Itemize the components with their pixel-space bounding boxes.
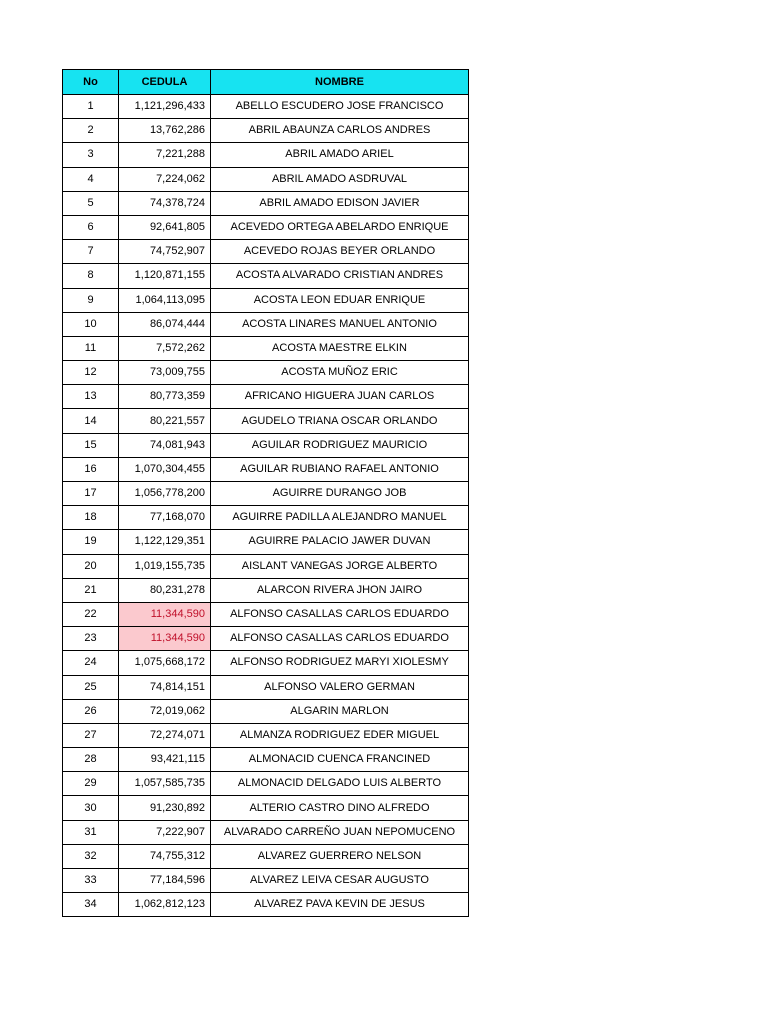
cell-nombre: ABELLO ESCUDERO JOSE FRANCISCO [211,95,469,119]
table-row [63,457,469,481]
cell-no: 5 [63,191,119,215]
cell-cedula: 80,231,278 [119,578,211,602]
cell-nombre: ALFONSO VALERO GERMAN [211,675,469,699]
cell-nombre: ALFONSO CASALLAS CARLOS EDUARDO [211,627,469,651]
header-row [63,70,469,95]
cell-no: 23 [63,627,119,651]
table-row [63,723,469,747]
table-row [63,361,469,385]
cell-cedula: 91,230,892 [119,796,211,820]
table-row [63,651,469,675]
cell-no: 3 [63,143,119,167]
cell-nombre: AGUDELO TRIANA OSCAR ORLANDO [211,409,469,433]
cell-cedula-duplicate: 11,344,590 [119,627,211,651]
cell-cedula: 74,755,312 [119,844,211,868]
table-row [63,820,469,844]
cell-nombre: AGUIRRE PADILLA ALEJANDRO MANUEL [211,506,469,530]
cell-nombre: ACOSTA LINARES MANUEL ANTONIO [211,312,469,336]
cell-nombre: ACOSTA ALVARADO CRISTIAN ANDRES [211,264,469,288]
table-row [63,844,469,868]
cell-no: 13 [63,385,119,409]
cell-cedula: 92,641,805 [119,215,211,239]
cell-nombre: ACOSTA LEON EDUAR ENRIQUE [211,288,469,312]
cell-no: 29 [63,772,119,796]
cell-no: 14 [63,409,119,433]
table-row [63,796,469,820]
cell-no: 32 [63,844,119,868]
cell-no: 6 [63,215,119,239]
cell-nombre: ALGARIN MARLON [211,699,469,723]
cell-cedula: 1,075,668,172 [119,651,211,675]
cell-cedula: 1,064,113,095 [119,288,211,312]
cell-cedula: 72,274,071 [119,723,211,747]
cell-no: 26 [63,699,119,723]
table-row [63,240,469,264]
cell-nombre: ALVAREZ PAVA KEVIN DE JESUS [211,893,469,917]
cell-nombre: ALVAREZ LEIVA CESAR AUGUSTO [211,869,469,893]
cell-cedula: 7,221,288 [119,143,211,167]
cell-nombre: ALFONSO CASALLAS CARLOS EDUARDO [211,602,469,626]
cell-no: 22 [63,602,119,626]
table-row [63,167,469,191]
table-row [63,675,469,699]
header-nombre: NOMBRE [211,70,469,95]
table-row [63,893,469,917]
table-row [63,530,469,554]
cell-cedula-duplicate: 11,344,590 [119,602,211,626]
cell-nombre: AGUILAR RODRIGUEZ MAURICIO [211,433,469,457]
cell-cedula: 1,056,778,200 [119,482,211,506]
table-row [63,312,469,336]
table-row [63,143,469,167]
table-row [63,554,469,578]
table-row [63,748,469,772]
cell-cedula: 93,421,115 [119,748,211,772]
roster-sheet [62,69,468,917]
table-row [63,385,469,409]
cell-no: 34 [63,893,119,917]
cell-nombre: AISLANT VANEGAS JORGE ALBERTO [211,554,469,578]
cell-no: 28 [63,748,119,772]
cell-cedula: 86,074,444 [119,312,211,336]
cell-no: 2 [63,119,119,143]
cell-cedula: 74,081,943 [119,433,211,457]
cell-nombre: ALVARADO CARREÑO JUAN NEPOMUCENO [211,820,469,844]
cell-nombre: ABRIL ABAUNZA CARLOS ANDRES [211,119,469,143]
roster-table [62,69,469,917]
cell-nombre: ACOSTA MAESTRE ELKIN [211,336,469,360]
cell-no: 20 [63,554,119,578]
table-row [63,433,469,457]
cell-nombre: ALVAREZ GUERRERO NELSON [211,844,469,868]
cell-nombre: ABRIL AMADO ASDRUVAL [211,167,469,191]
cell-nombre: ALARCON RIVERA JHON JAIRO [211,578,469,602]
cell-nombre: ALMANZA RODRIGUEZ EDER MIGUEL [211,723,469,747]
cell-nombre: ABRIL AMADO ARIEL [211,143,469,167]
cell-no: 7 [63,240,119,264]
cell-cedula: 80,221,557 [119,409,211,433]
cell-no: 33 [63,869,119,893]
cell-no: 16 [63,457,119,481]
cell-no: 18 [63,506,119,530]
cell-no: 24 [63,651,119,675]
cell-nombre: ACOSTA MUÑOZ ERIC [211,361,469,385]
table-row [63,869,469,893]
cell-nombre: AGUIRRE DURANGO JOB [211,482,469,506]
cell-no: 31 [63,820,119,844]
cell-no: 25 [63,675,119,699]
cell-cedula: 1,019,155,735 [119,554,211,578]
cell-no: 17 [63,482,119,506]
cell-cedula: 80,773,359 [119,385,211,409]
cell-no: 21 [63,578,119,602]
cell-cedula: 72,019,062 [119,699,211,723]
cell-cedula: 74,814,151 [119,675,211,699]
table-row [63,772,469,796]
cell-no: 19 [63,530,119,554]
cell-nombre: ACEVEDO ROJAS BEYER ORLANDO [211,240,469,264]
cell-nombre: AGUILAR RUBIANO RAFAEL ANTONIO [211,457,469,481]
cell-cedula: 13,762,286 [119,119,211,143]
table-row [63,119,469,143]
table-row [63,578,469,602]
table-row [63,627,469,651]
cell-cedula: 1,121,296,433 [119,95,211,119]
table-row [63,602,469,626]
cell-cedula: 73,009,755 [119,361,211,385]
cell-no: 4 [63,167,119,191]
cell-nombre: ACEVEDO ORTEGA ABELARDO ENRIQUE [211,215,469,239]
cell-cedula: 77,184,596 [119,869,211,893]
cell-nombre: ALMONACID DELGADO LUIS ALBERTO [211,772,469,796]
cell-cedula: 1,057,585,735 [119,772,211,796]
cell-no: 10 [63,312,119,336]
cell-cedula: 7,572,262 [119,336,211,360]
table-row [63,191,469,215]
cell-no: 8 [63,264,119,288]
cell-no: 9 [63,288,119,312]
cell-no: 11 [63,336,119,360]
table-row [63,95,469,119]
cell-no: 15 [63,433,119,457]
header-cedula: CEDULA [119,70,211,95]
cell-cedula: 1,122,129,351 [119,530,211,554]
table-row [63,215,469,239]
cell-no: 12 [63,361,119,385]
table-row [63,482,469,506]
cell-cedula: 1,120,871,155 [119,264,211,288]
cell-cedula: 74,752,907 [119,240,211,264]
cell-cedula: 74,378,724 [119,191,211,215]
cell-cedula: 1,070,304,455 [119,457,211,481]
cell-cedula: 77,168,070 [119,506,211,530]
cell-nombre: AFRICANO HIGUERA JUAN CARLOS [211,385,469,409]
table-row [63,336,469,360]
table-row [63,288,469,312]
cell-cedula: 7,222,907 [119,820,211,844]
table-row [63,506,469,530]
cell-cedula: 1,062,812,123 [119,893,211,917]
cell-nombre: AGUIRRE PALACIO JAWER DUVAN [211,530,469,554]
cell-nombre: ALTERIO CASTRO DINO ALFREDO [211,796,469,820]
cell-nombre: ALMONACID CUENCA FRANCINED [211,748,469,772]
cell-nombre: ALFONSO RODRIGUEZ MARYI XIOLESMY [211,651,469,675]
table-row [63,264,469,288]
table-row [63,699,469,723]
table-row [63,409,469,433]
roster-body [63,95,469,917]
header-no: No [63,70,119,95]
cell-nombre: ABRIL AMADO EDISON JAVIER [211,191,469,215]
cell-no: 30 [63,796,119,820]
cell-no: 1 [63,95,119,119]
cell-cedula: 7,224,062 [119,167,211,191]
cell-no: 27 [63,723,119,747]
